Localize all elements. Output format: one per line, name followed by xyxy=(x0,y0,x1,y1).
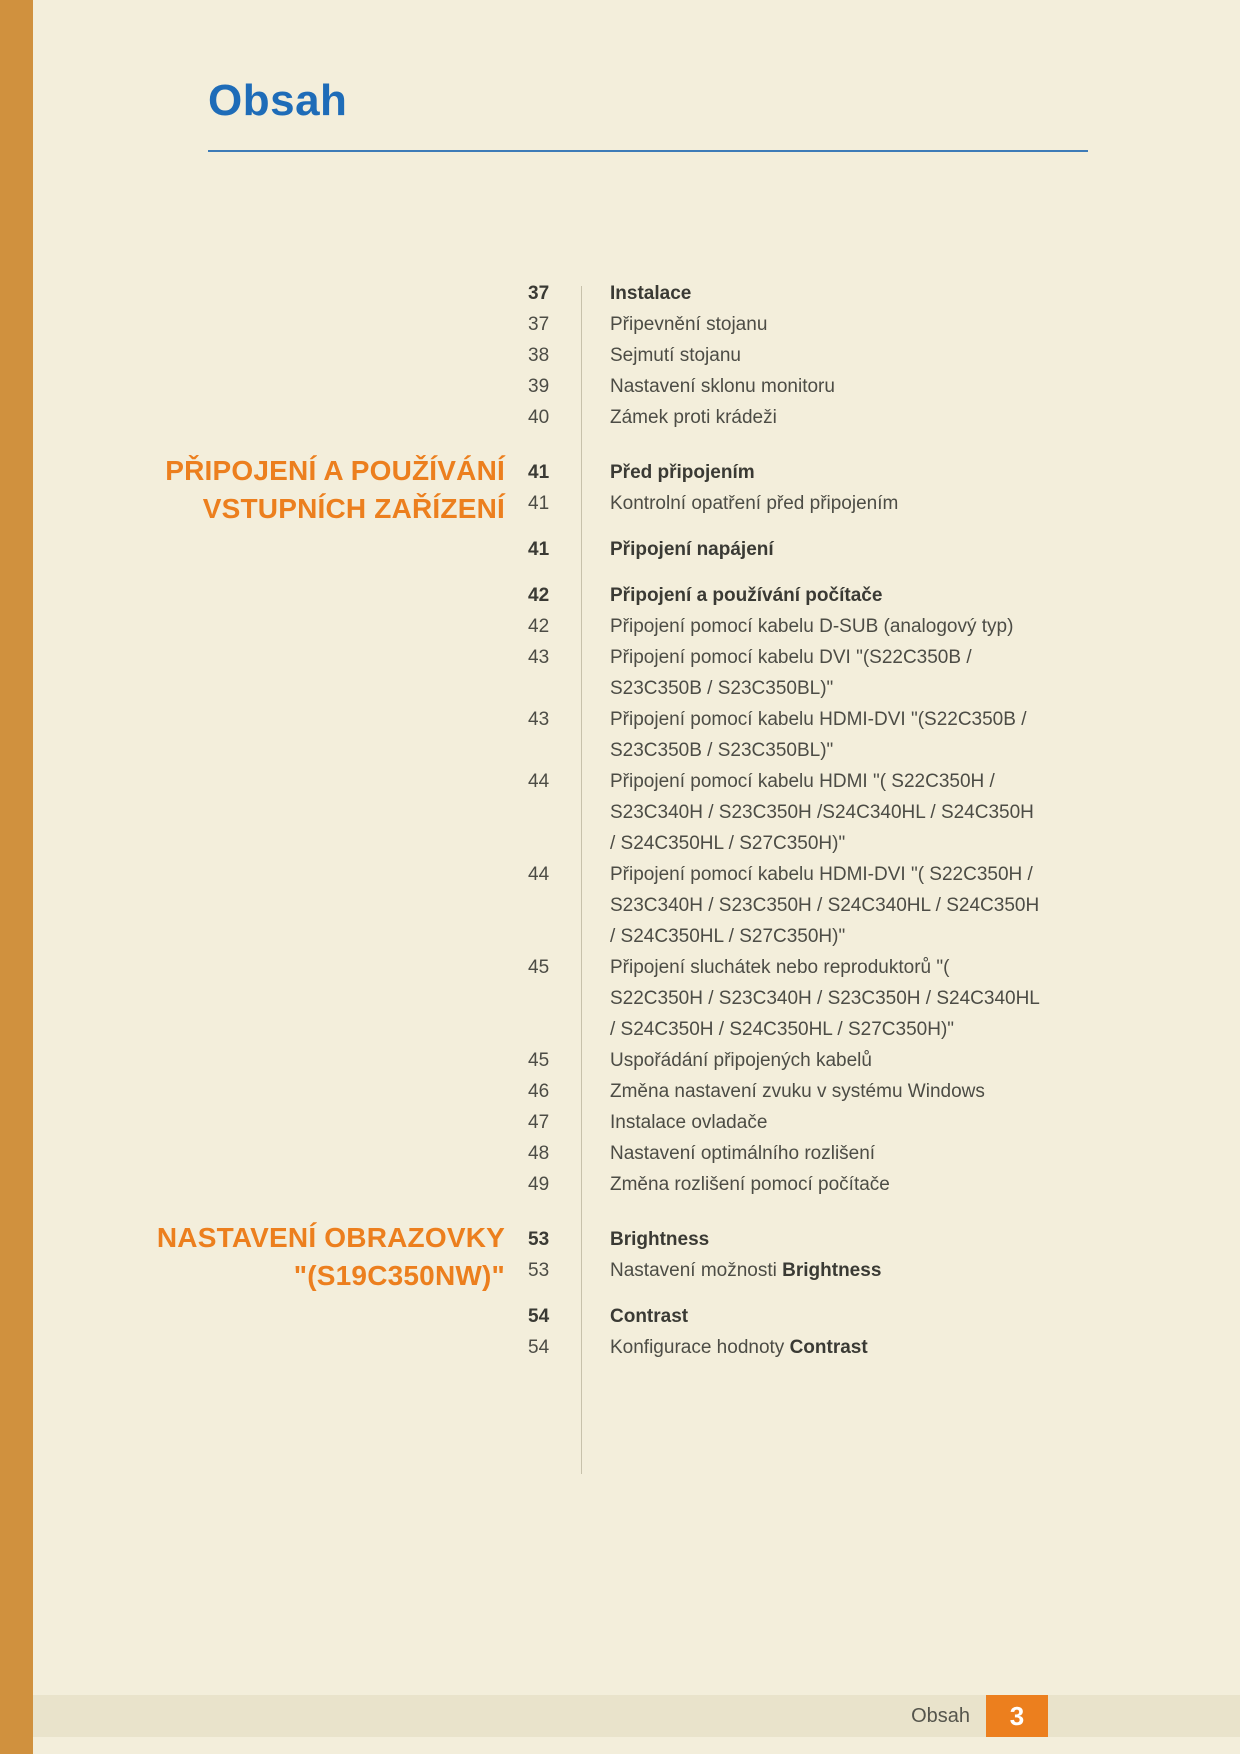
toc-entry-text: Nastavení sklonu monitoru xyxy=(610,376,835,397)
toc-entry[interactable] xyxy=(528,371,1093,402)
toc-entry-page-number: 47 xyxy=(528,1112,550,1133)
toc-entry-text: Nastavení optimálního rozlišení xyxy=(610,1143,876,1164)
toc-entry-page-number: 46 xyxy=(528,1081,550,1102)
toc-entry-page-number: 45 xyxy=(528,1050,550,1071)
toc-entry-group xyxy=(528,457,1093,519)
toc-entry-text: Sejmutí stojanu xyxy=(610,345,741,366)
toc-entry[interactable] xyxy=(528,340,1093,371)
footer-band xyxy=(33,1695,1240,1737)
section-entries xyxy=(505,278,1093,433)
toc-entry[interactable] xyxy=(528,611,1093,642)
toc-entry-text: Připojení pomocí kabelu HDMI "( S22C350H / S23C340H / S23C350H /S24C340HL / S24C350H / S24C350HL / S27C350H)" xyxy=(610,771,1034,854)
toc-entry-text: Připojení pomocí kabelu D-SUB (analogový typ) xyxy=(610,616,1014,637)
toc-entry-group xyxy=(528,1301,1093,1363)
toc-entry[interactable] xyxy=(528,1301,1093,1332)
toc-entry[interactable] xyxy=(528,1224,1093,1255)
toc-entry[interactable] xyxy=(528,457,1093,488)
toc-entry[interactable] xyxy=(528,278,1093,309)
toc-entry-page-number: 39 xyxy=(528,376,550,397)
toc-entry[interactable] xyxy=(528,580,1093,611)
footer-section-label: Obsah xyxy=(911,1704,970,1727)
toc-entry-text: Připojení pomocí kabelu HDMI-DVI "(S22C350B / S23C350B / S23C350BL)" xyxy=(610,709,1027,761)
toc-entry-page-number: 45 xyxy=(528,957,550,978)
footer-page-number: 3 xyxy=(986,1695,1048,1737)
toc-entry-page-number: 54 xyxy=(528,1306,550,1327)
toc-entry[interactable] xyxy=(528,766,1093,859)
section-heading-line: "(S19C350NW)" xyxy=(293,1260,505,1291)
toc-entry-text: Připojení napájení xyxy=(610,539,774,560)
toc-entry-text: Kontrolní opatření před připojením xyxy=(610,493,899,514)
section-heading xyxy=(33,452,505,528)
toc-entry[interactable] xyxy=(528,402,1093,433)
toc-entry-page-number: 54 xyxy=(528,1337,550,1358)
toc-entry[interactable] xyxy=(528,642,1093,704)
toc-entry-page-number: 37 xyxy=(528,314,550,335)
toc-entry[interactable] xyxy=(528,1076,1093,1107)
toc-entry-page-number: 41 xyxy=(528,539,550,560)
toc-entry-page-number: 37 xyxy=(528,283,550,304)
toc-entry-text: Brightness xyxy=(610,1229,710,1250)
toc-entry-text: Zámek proti krádeži xyxy=(610,407,777,428)
toc-entry-text: Změna rozlišení pomocí počítače xyxy=(610,1174,890,1195)
toc-entry-page-number: 48 xyxy=(528,1143,550,1164)
toc-entry[interactable] xyxy=(528,704,1093,766)
toc-entry[interactable] xyxy=(528,952,1093,1045)
page-title: Obsah xyxy=(208,76,348,125)
toc-entry-group xyxy=(528,278,1093,433)
section-entries xyxy=(505,1224,1093,1363)
toc-entry[interactable] xyxy=(528,1138,1093,1169)
toc-entry-text: Instalace ovladače xyxy=(610,1112,768,1133)
section-heading-line: VSTUPNÍCH ZAŘÍZENÍ xyxy=(202,493,505,524)
toc-entry[interactable] xyxy=(528,309,1093,340)
toc-entry-group xyxy=(528,534,1093,565)
toc-entry-page-number: 41 xyxy=(528,462,550,483)
toc-entry-page-number: 41 xyxy=(528,493,550,514)
section-heading xyxy=(33,1219,505,1295)
toc-entry-text: Před připojením xyxy=(610,462,755,483)
toc-entry-text: Konfigurace hodnoty Contrast xyxy=(610,1337,868,1358)
toc-entry-page-number: 40 xyxy=(528,407,550,428)
toc-entry-page-number: 53 xyxy=(528,1260,550,1281)
toc-entry-text: Připevnění stojanu xyxy=(610,314,768,335)
toc-section xyxy=(33,278,1093,433)
toc-entry[interactable] xyxy=(528,1169,1093,1200)
toc-entry[interactable] xyxy=(528,1332,1093,1363)
toc-entry-page-number: 38 xyxy=(528,345,550,366)
table-of-contents xyxy=(33,278,1093,1387)
title-divider xyxy=(208,150,1088,152)
section-entries xyxy=(505,457,1093,1200)
toc-entry-page-number: 44 xyxy=(528,771,550,792)
toc-entry-page-number: 42 xyxy=(528,585,550,606)
toc-entry-page-number: 43 xyxy=(528,709,550,730)
left-edge-strip xyxy=(0,0,33,1754)
toc-entry-page-number: 53 xyxy=(528,1229,550,1250)
toc-section xyxy=(33,1224,1093,1363)
toc-entry-text: Připojení sluchátek nebo reproduktorů "( S22C350H / S23C340H / S23C350H / S24C340HL / S24C350H / S24C350HL / S27C350H)" xyxy=(610,957,1040,1040)
toc-entry[interactable] xyxy=(528,488,1093,519)
toc-entry[interactable] xyxy=(528,534,1093,565)
toc-entry-page-number: 43 xyxy=(528,647,550,668)
toc-entry[interactable] xyxy=(528,859,1093,952)
toc-section xyxy=(33,457,1093,1200)
toc-entry-page-number: 44 xyxy=(528,864,550,885)
section-heading-line: PŘIPOJENÍ A POUŽÍVÁNÍ xyxy=(165,455,505,486)
toc-entry-text: Uspořádání připojených kabelů xyxy=(610,1050,872,1071)
toc-entry-page-number: 49 xyxy=(528,1174,550,1195)
section-heading-line: NASTAVENÍ OBRAZOVKY xyxy=(156,1222,505,1253)
toc-entry-text: Instalace xyxy=(610,283,692,304)
toc-entry-group xyxy=(528,1224,1093,1286)
toc-entry-text: Připojení a používání počítače xyxy=(610,585,883,606)
toc-entry[interactable] xyxy=(528,1045,1093,1076)
toc-entry[interactable] xyxy=(528,1255,1093,1286)
toc-entry-text: Připojení pomocí kabelu DVI "(S22C350B / S23C350B / S23C350BL)" xyxy=(610,647,972,699)
footer-band-tail xyxy=(1048,1695,1240,1737)
toc-entry-group xyxy=(528,580,1093,1200)
toc-entry-text: Změna nastavení zvuku v systému Windows xyxy=(610,1081,985,1102)
toc-entry-text: Contrast xyxy=(610,1306,689,1327)
toc-entry-text: Připojení pomocí kabelu HDMI-DVI "( S22C350H / S23C340H / S23C350H / S24C340HL / S24C350H / S24C350HL / S27C350H)" xyxy=(610,864,1040,947)
toc-entry-page-number: 42 xyxy=(528,616,550,637)
toc-entry-text: Nastavení možnosti Brightness xyxy=(610,1260,882,1281)
toc-entry[interactable] xyxy=(528,1107,1093,1138)
